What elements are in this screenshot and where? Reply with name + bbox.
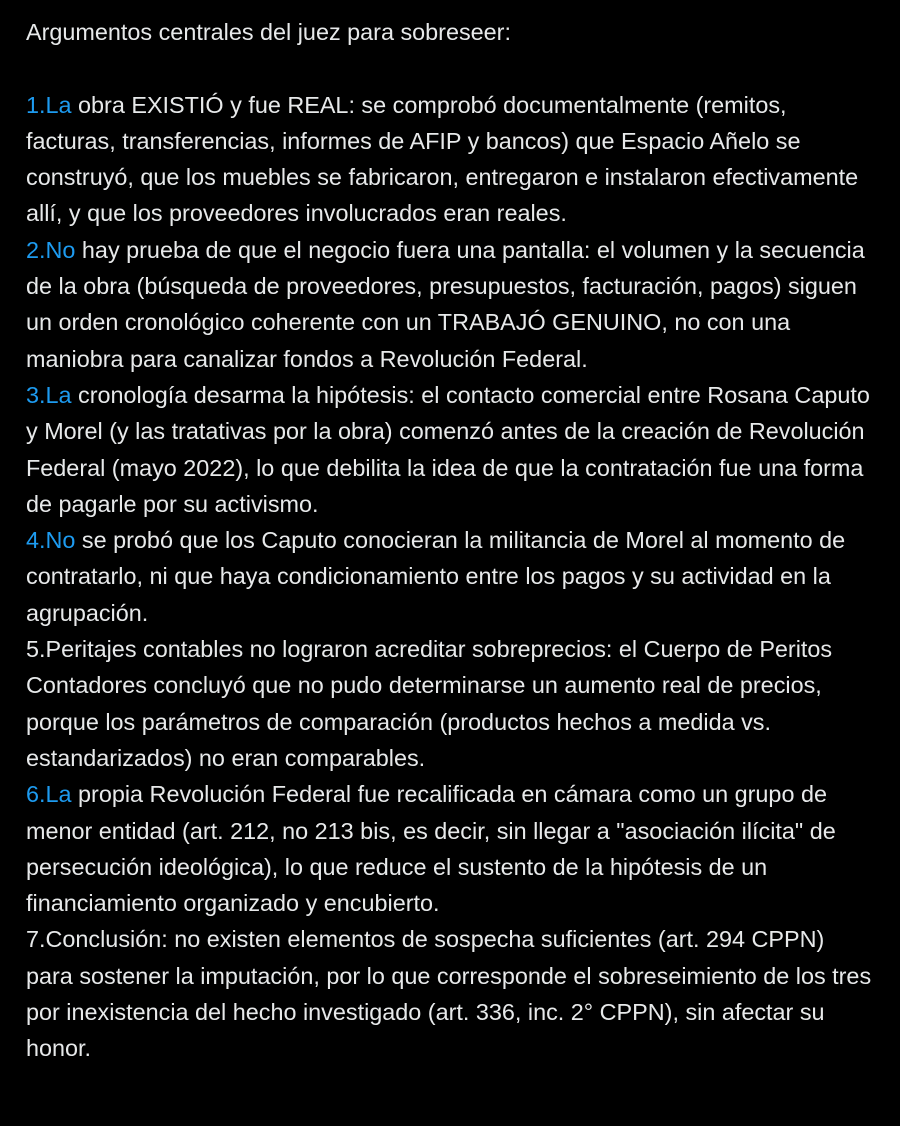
item-text-3: cronología desarma la hipótesis: el contacto comercial entre Rosana Caputo y Morel (y las tratativas por la obra) comenzó antes de la creación de Revolución Federal (mayo 2022), lo que debilita la idea de que la contratación fue una forma de pagarle por su activismo. <box>26 381 870 517</box>
post-intro: Argumentos centrales del juez para sobreseer: <box>26 19 511 45</box>
list-item <box>26 921 874 1066</box>
paragraph-spacer <box>26 50 874 86</box>
list-item <box>26 776 874 921</box>
list-item <box>26 232 874 377</box>
item-text-2: hay prueba de que el negocio fuera una pantalla: el volumen y la secuencia de la obra (búsqueda de proveedores, presupuestos, facturación, pagos) siguen un orden cronológico coherente con un TRABAJÓ GENUINO, no con una maniobra para canalizar fondos a Revolución Federal. <box>26 236 865 372</box>
item-text-7: no existen elementos de sospecha suficientes (art. 294 CPPN) para sostener la imputación, por lo que corresponde el sobreseimiento de los tres por inexistencia del hecho investigado (art. 336, inc. 2° CPPN), sin afectar su honor. <box>26 926 872 1062</box>
item-link-6[interactable]: 6.La <box>26 781 72 808</box>
list-item <box>26 631 874 776</box>
post-body <box>26 14 874 1067</box>
item-link-1[interactable]: 1.La <box>26 91 72 118</box>
list-item <box>26 377 874 522</box>
item-link-4[interactable]: 4.No <box>26 527 76 554</box>
item-text-1: obra EXISTIÓ y fue REAL: se comprobó documentalmente (remitos, facturas, transferencias, informes de AFIP y bancos) que Espacio Añelo se construyó, que los muebles se fabricaron, entregaron e instalaron efectivamente allí, y que los proveedores involucrados eran reales. <box>26 91 859 227</box>
item-number-7: 7.Conclusión: <box>26 926 168 953</box>
list-item <box>26 522 874 631</box>
item-number-5: 5.Peritajes <box>26 636 137 663</box>
list-item <box>26 87 874 232</box>
item-text-6: propia Revolución Federal fue recalificada en cámara como un grupo de menor entidad (art. 212, no 213 bis, es decir, sin llegar a "asociación ilícita" de persecución ideológica), lo que reduce el sustento de la hipótesis de un financiamiento organizado y encubierto. <box>26 781 836 917</box>
item-link-3[interactable]: 3.La <box>26 381 72 408</box>
item-link-2[interactable]: 2.No <box>26 236 76 263</box>
item-text-5: contables no lograron acreditar sobreprecios: el Cuerpo de Peritos Contadores concluyó que no pudo determinarse un aumento real de precios, porque los parámetros de comparación (productos hechos a medida vs. estandarizados) no eran comparables. <box>26 636 833 771</box>
item-text-4: se probó que los Caputo conocieran la militancia de Morel al momento de contratarlo, ni que haya condicionamiento entre los pagos y su actividad en la agrupación. <box>26 527 846 626</box>
